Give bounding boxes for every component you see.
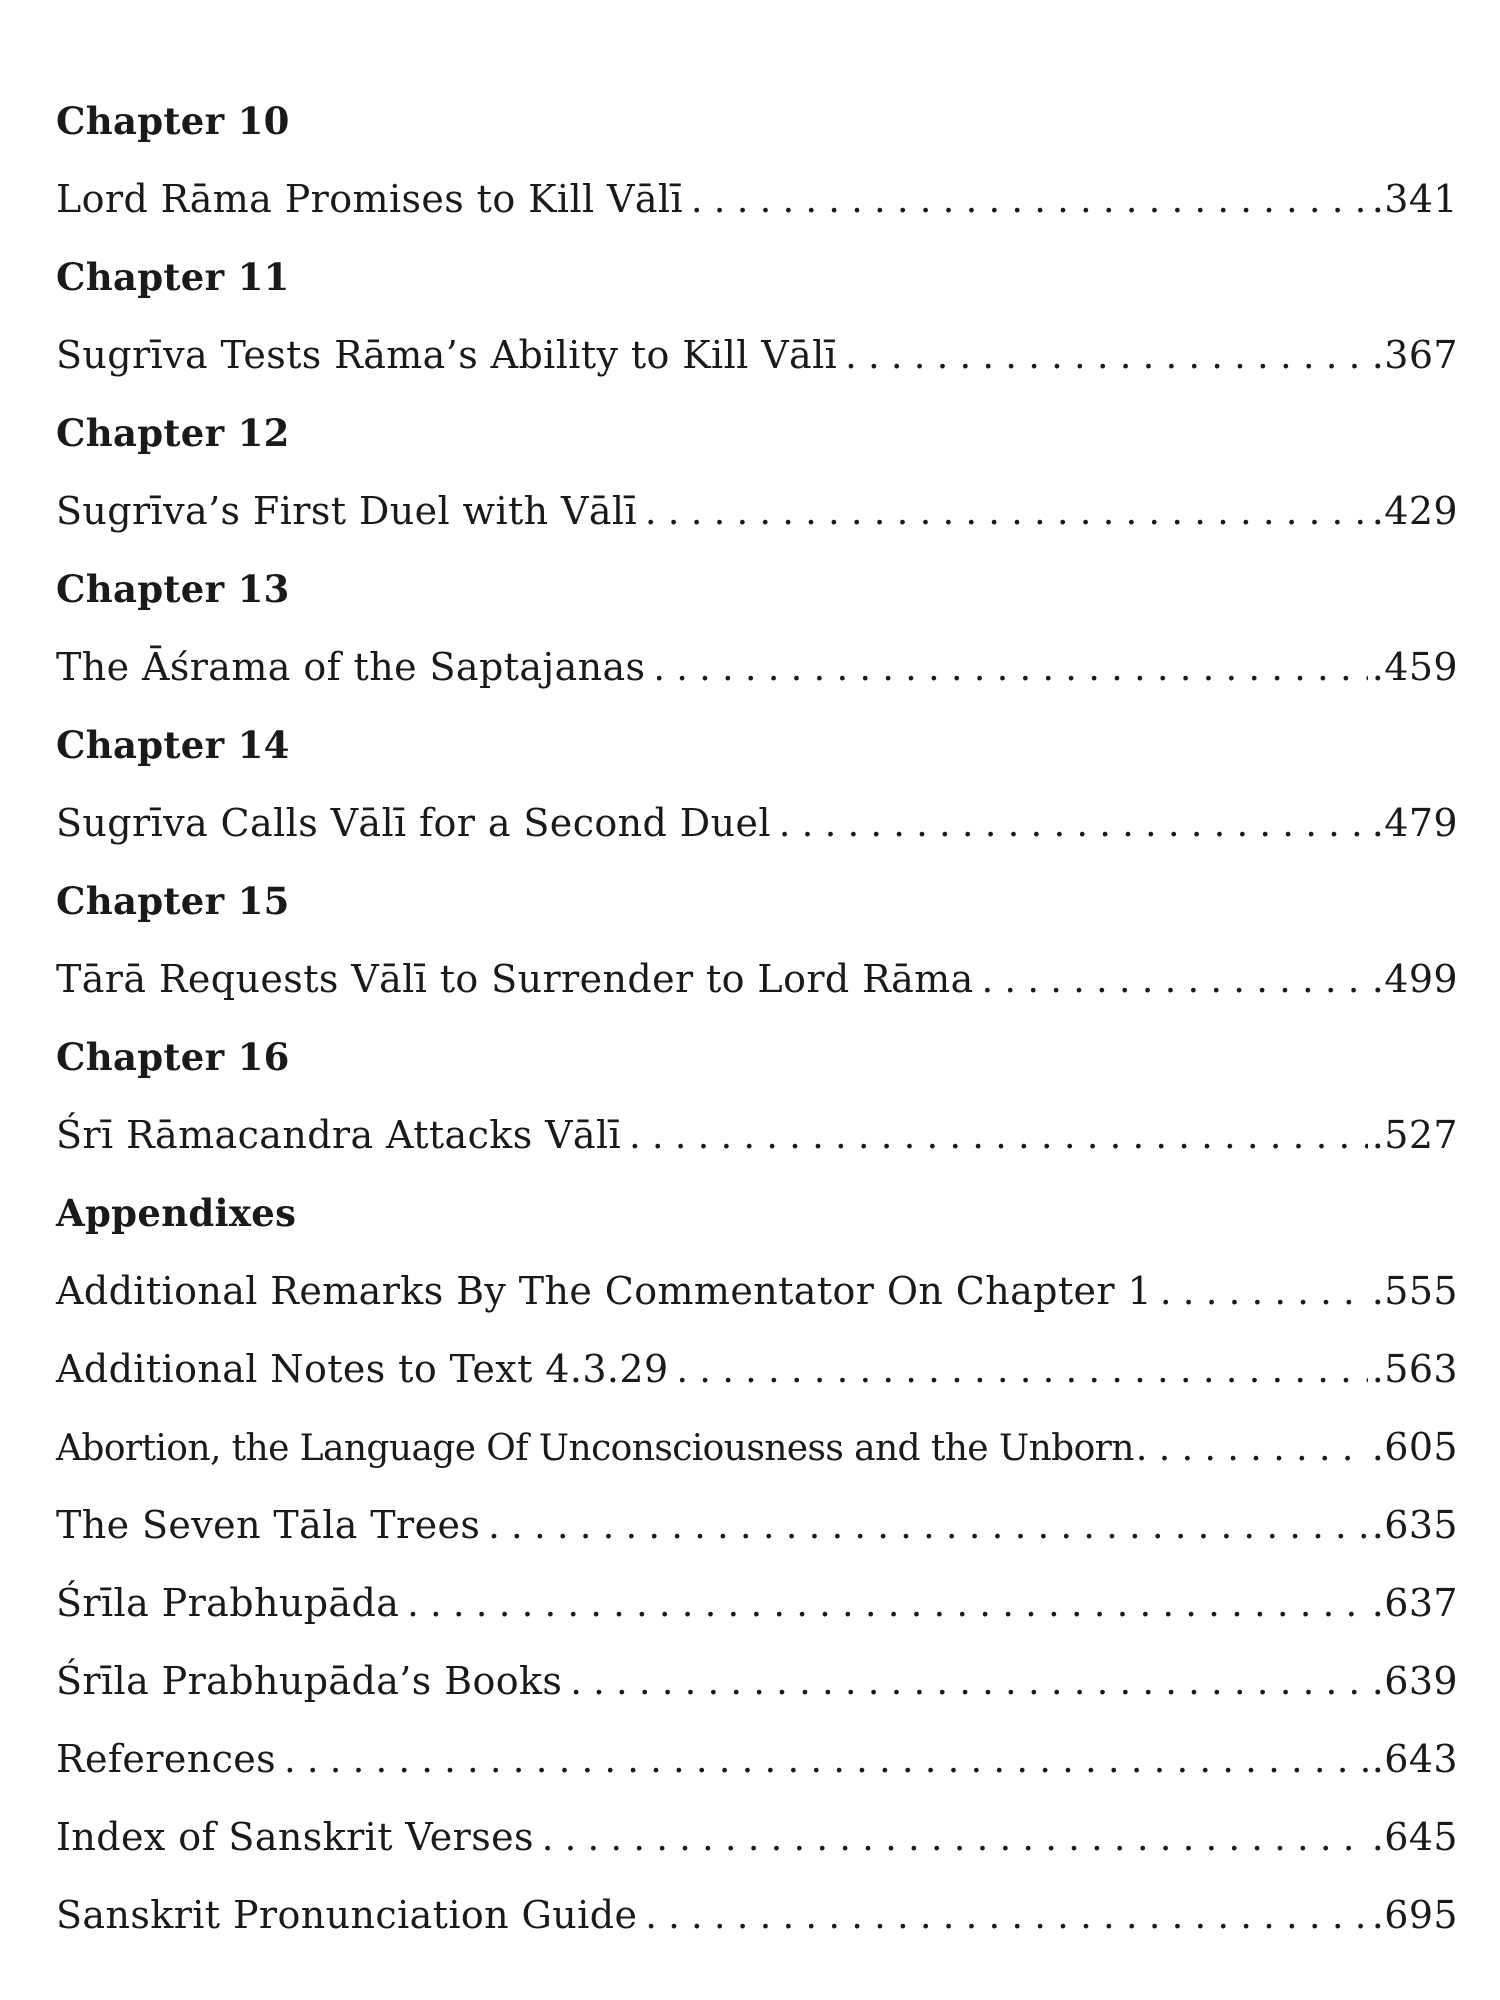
toc-entry-title: Additional Notes to Text 4.3.29 bbox=[56, 1347, 669, 1391]
toc-entry[interactable] bbox=[56, 1720, 1458, 1798]
dot-leader bbox=[488, 1488, 1367, 1566]
dot-leader bbox=[845, 318, 1368, 396]
toc-entry-title: The Seven Tāla Trees bbox=[56, 1503, 481, 1547]
toc-entry-page: .639 bbox=[1371, 1659, 1458, 1703]
dot-leader bbox=[407, 1566, 1368, 1644]
toc-entry[interactable] bbox=[56, 1252, 1458, 1330]
toc-entry-title: Śrī Rāmacandra Attacks Vālī bbox=[56, 1113, 622, 1157]
dot-leader bbox=[570, 1644, 1367, 1722]
toc-entry[interactable] bbox=[56, 1564, 1458, 1642]
chapter-heading: Chapter 13 bbox=[56, 567, 290, 611]
dot-leader bbox=[1160, 1254, 1368, 1332]
toc-entry-title: Sanskrit Pronunciation Guide bbox=[56, 1893, 638, 1937]
toc-entry-page: .555 bbox=[1371, 1269, 1458, 1313]
chapter-heading: Chapter 10 bbox=[56, 99, 290, 143]
toc-entry-title: Additional Remarks By The Commentator On Chapter 1 bbox=[56, 1269, 1153, 1313]
toc-entry-page: .563 bbox=[1371, 1347, 1458, 1391]
toc-entry[interactable] bbox=[56, 628, 1458, 706]
chapter-heading: Chapter 14 bbox=[56, 723, 290, 767]
toc-entry-title: Index of Sanskrit Verses bbox=[56, 1815, 534, 1859]
toc-entry-page: .695 bbox=[1371, 1893, 1458, 1937]
toc-entry-title: Sugrīva Tests Rāma’s Ability to Kill Vālī bbox=[56, 333, 838, 377]
dot-leader bbox=[677, 1332, 1368, 1410]
toc-entry-page: .479 bbox=[1371, 801, 1458, 845]
chapter-heading: Chapter 15 bbox=[56, 879, 290, 923]
dot-leader bbox=[542, 1800, 1368, 1878]
toc-entry-page: .341 bbox=[1371, 177, 1458, 221]
toc-entry-title: References bbox=[56, 1737, 277, 1781]
toc-entry[interactable] bbox=[56, 1330, 1458, 1408]
dot-leader bbox=[284, 1722, 1368, 1800]
toc-entry-page: .645 bbox=[1371, 1815, 1458, 1859]
toc-entry-title: Lord Rāma Promises to Kill Vālī bbox=[56, 177, 684, 221]
dot-leader bbox=[645, 474, 1368, 552]
toc-entry[interactable] bbox=[56, 940, 1458, 1018]
toc-entry-page: .367 bbox=[1371, 333, 1458, 377]
dot-leader bbox=[645, 1878, 1367, 1956]
toc-entry[interactable] bbox=[56, 1876, 1458, 1954]
toc-entry-title: Sugrīva’s First Duel with Vālī bbox=[56, 489, 638, 533]
toc-entry[interactable] bbox=[56, 1642, 1458, 1720]
toc-entry-title: Tārā Requests Vālī to Surrender to Lord Rāma bbox=[56, 957, 974, 1001]
toc-entry[interactable] bbox=[56, 1408, 1458, 1486]
toc-entry[interactable] bbox=[56, 784, 1458, 862]
dot-leader bbox=[653, 630, 1367, 708]
appendixes-heading: Appendixes bbox=[56, 1191, 297, 1235]
table-of-contents bbox=[56, 82, 1458, 1954]
toc-entry-title: Sugrīva Calls Vālī for a Second Duel bbox=[56, 801, 771, 845]
dot-leader bbox=[1136, 1410, 1368, 1488]
toc-entry-page: .499 bbox=[1371, 957, 1458, 1001]
toc-entry-title: Abortion, the Language Of Unconsciousness and the Unborn bbox=[56, 1428, 1134, 1469]
toc-entry-title: Śrīla Prabhupāda bbox=[56, 1581, 400, 1625]
dot-leader bbox=[691, 162, 1368, 240]
dot-leader bbox=[982, 942, 1368, 1020]
toc-entry-page: .637 bbox=[1371, 1581, 1458, 1625]
toc-entry[interactable] bbox=[56, 1486, 1458, 1564]
toc-entry[interactable] bbox=[56, 472, 1458, 550]
toc-entry-page: .429 bbox=[1371, 489, 1458, 533]
toc-entry[interactable] bbox=[56, 160, 1458, 238]
toc-entry-title: The Āśrama of the Saptajanas bbox=[56, 645, 646, 689]
toc-entry-page: .635 bbox=[1371, 1503, 1458, 1547]
dot-leader bbox=[779, 786, 1368, 864]
chapter-heading: Chapter 11 bbox=[56, 255, 290, 299]
toc-entry-page: .643 bbox=[1371, 1737, 1458, 1781]
toc-entry-page: .527 bbox=[1371, 1113, 1458, 1157]
toc-entry[interactable] bbox=[56, 1798, 1458, 1876]
toc-entry[interactable] bbox=[56, 1096, 1458, 1174]
dot-leader bbox=[629, 1098, 1368, 1176]
toc-entry-title: Śrīla Prabhupāda’s Books bbox=[56, 1659, 563, 1703]
chapter-heading: Chapter 12 bbox=[56, 411, 290, 455]
toc-entry[interactable] bbox=[56, 316, 1458, 394]
toc-entry-page: .459 bbox=[1371, 645, 1458, 689]
chapter-heading: Chapter 16 bbox=[56, 1035, 290, 1079]
toc-entry-page: .605 bbox=[1371, 1425, 1458, 1469]
